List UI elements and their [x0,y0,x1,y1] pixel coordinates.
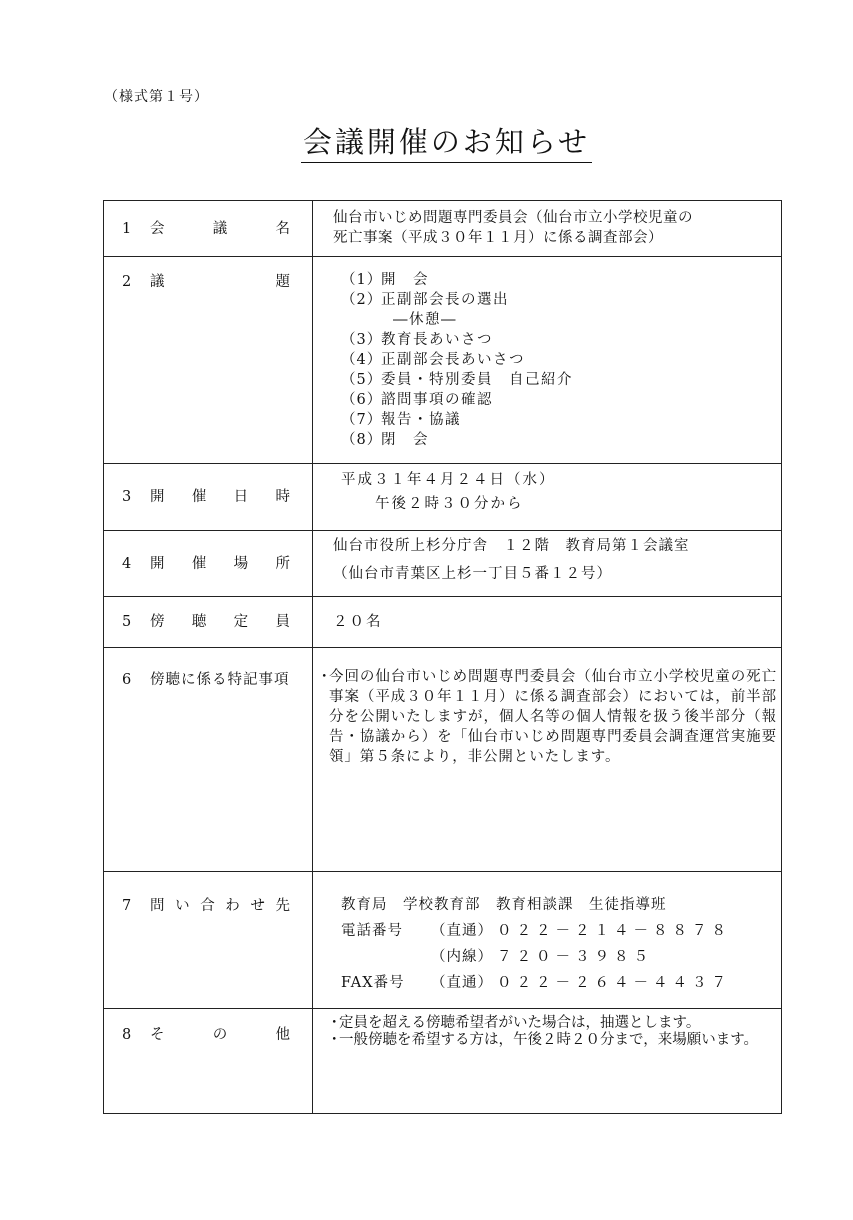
label-char: 催 [191,555,207,572]
label-char: 名 [275,220,290,237]
agenda-item-number: （5） [341,372,383,388]
form-number: （様式第１号） [104,89,209,105]
table-row-capacity [104,597,782,648]
fax-label: FAX番号 [341,975,405,991]
label-char: 先 [275,898,290,914]
agenda-item [341,430,771,450]
ext-label: （内線） [431,949,493,965]
page-title [0,120,853,161]
agenda-item [341,410,771,430]
row-label [150,1025,290,1045]
agenda-item-number: （2） [341,292,383,308]
label-char: せ [250,898,265,914]
agenda-item-text: 委員・特別委員 自己紹介 [381,372,573,388]
label-char: わ [225,898,240,914]
label-char: 開 [150,555,165,572]
label-char: 場 [233,555,249,572]
label-cell [104,648,313,872]
label-cell [104,872,313,1009]
agenda-item-number: （4） [341,352,383,368]
agenda-item-text: ―休憩― [393,312,457,328]
label-char: 聴 [191,614,207,630]
tel-label: 電話番号 [341,923,403,939]
value-cell [313,531,782,597]
row-label [150,487,290,507]
label-char: 時 [275,489,290,505]
label-char: 日 [233,489,249,505]
label-cell [104,257,313,464]
label-char: い [175,898,190,914]
notice-table [103,200,782,1114]
value-cell [313,464,782,531]
value-cell [313,1009,782,1114]
contact-ext-line [341,944,771,970]
venue-address: （仙台市青葉区上杉一丁目５番１２号） [333,566,612,582]
other-bullet-1: ・ 定員を超える傍聴希望者がいた場合は，抽選とします。 [327,1015,701,1031]
label-char: 傍 [150,614,165,630]
meeting-name-line-1: 仙台市いじめ問題専門委員会（仙台市立小学校児童の [333,210,693,226]
meeting-name-line-2: 死亡事案（平成３０年１１月）に係る調査部会） [333,230,663,246]
row-number: 2 [122,274,132,290]
row-number: 6 [122,672,132,688]
row-label [150,612,290,632]
value-cell: ・ 今回の仙台市いじめ問題専門委員会（仙台市立小学校児童の死亡事案（平成３０年１１月）に係る調査部会）においては，前半部分を公開いたしますが，個人名等の個人情報を扱う後半部分（報告・協議から）を「仙台市いじめ問題専門委員会調査運営実施要領」第５条により，非公開といたします。 [313,648,782,872]
label-char: 定 [233,614,249,630]
contact-department: 教育局 学校教育部 教育相談課 生徒指導班 [341,897,667,913]
meeting-date: 平成３１年４月２４日（水） [341,472,556,488]
row-label [150,272,290,292]
agenda-item [341,290,771,310]
label-char: 題 [275,274,290,290]
row-number: 3 [122,489,132,505]
agenda-item [393,310,771,330]
fax-number: ０２２－２６４－４４３７ [497,975,731,991]
label-char: 所 [275,555,290,572]
value-cell [313,201,782,257]
agenda-item-number: （6） [341,392,383,408]
label-cell [104,531,313,597]
row-number: 7 [122,898,132,914]
label-cell [104,597,313,648]
agenda-item-number: （7） [341,412,383,428]
label-cell [104,1009,313,1114]
label-char: 議 [150,274,165,290]
label-char: 問 [150,898,165,914]
venue-name: 仙台市役所上杉分庁舎 １２階 教育局第１会議室 [333,538,690,554]
capacity-value: ２０名 [333,614,383,630]
table-row-contact [104,872,782,1009]
table-row-other [104,1009,782,1114]
label-char: 開 [150,489,165,505]
label-char: 合 [200,898,215,914]
notes-text: 今回の仙台市いじめ問題専門委員会（仙台市立小学校児童の死亡事案（平成３０年１１月）に係る調査部会）においては，前半部分を公開いたしますが，個人名等の個人情報を扱う後半部分（報告・協議から）を「仙台市いじめ問題専門委員会調査運営実施要領」第５条により，非公開といたします。 [329,669,777,765]
label-char: 催 [191,489,207,505]
label-char: 員 [275,614,290,630]
agenda-item [341,390,771,410]
agenda-item-text: 報告・協議 [381,412,461,428]
label-char: 会 [150,220,165,237]
agenda-item-number: （8） [341,432,383,448]
agenda-item-number: （3） [341,332,383,348]
agenda-item-text: 開 会 [381,272,429,288]
table-row-datetime [104,464,782,531]
row-number: 5 [122,614,132,630]
value-cell [313,257,782,464]
tel-number: ０２２－２１４－８８７８ [497,923,731,939]
label-char: 議 [212,220,228,237]
value-cell [313,872,782,1009]
value-cell [313,597,782,648]
agenda-item-text: 正副部会長あいさつ [381,352,525,368]
agenda-item [341,330,771,350]
ext-number: ７２０－３９８５ [497,949,653,965]
row-number: 1 [122,220,132,237]
table-row-meeting-name [104,201,782,257]
tel-direct-label: （直通） [431,923,493,939]
row-label [150,896,290,916]
agenda-item-text: 諮問事項の確認 [381,392,493,408]
row-number: 4 [122,555,132,572]
label-char: 他 [275,1027,290,1043]
agenda-item-text: 正副部会長の選出 [381,292,509,308]
agenda-item-text: 教育長あいさつ [381,332,493,348]
contact-fax-line [341,970,771,996]
table-row-agenda [104,257,782,464]
agenda-list [313,257,781,450]
table-row-venue [104,531,782,597]
row-number: 8 [122,1027,132,1043]
agenda-item [341,350,771,370]
row-label [150,219,290,239]
agenda-item [341,270,771,290]
title-text: 会議開催のお知らせ [301,125,592,163]
contact-tel-line [341,918,771,944]
meeting-time: 午後２時３０分から [375,496,524,512]
fax-direct-label: （直通） [431,975,493,991]
table-row-notes [104,648,782,872]
label-cell [104,464,313,531]
label-char: そ [150,1027,165,1043]
agenda-item-number: （1） [341,272,383,288]
agenda-item [341,370,771,390]
row-label: 傍聴に係る特記事項 [150,672,290,688]
agenda-item-text: 閉 会 [381,432,429,448]
label-char: の [212,1027,228,1043]
row-label [150,554,290,574]
label-cell [104,201,313,257]
other-bullet-2: ・ 一般傍聴を希望する方は，午後２時２０分まで，来場願います。 [327,1032,759,1048]
